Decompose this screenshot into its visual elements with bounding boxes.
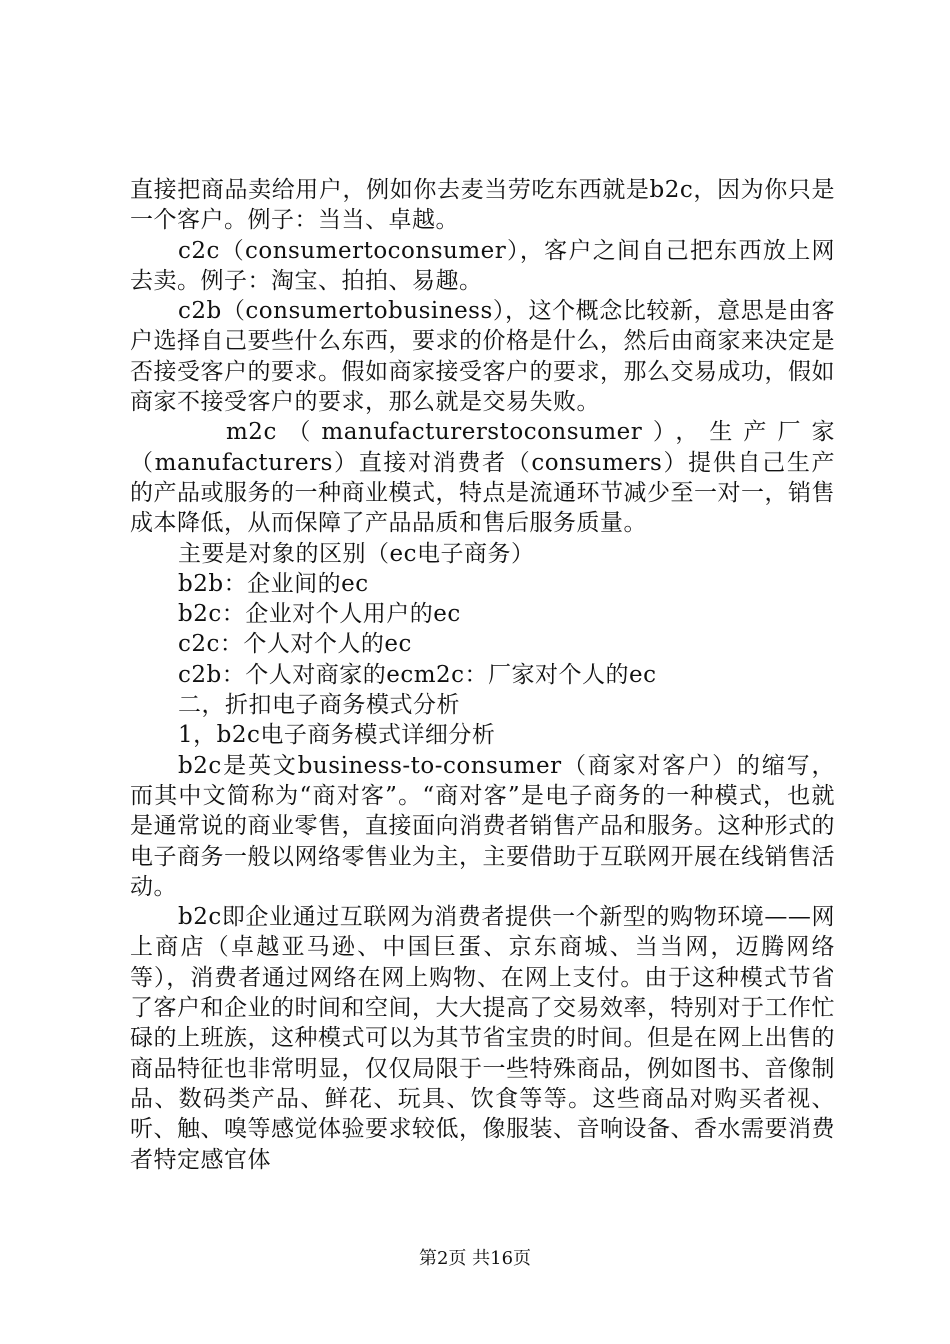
page-number-label: 第2页 共16页 bbox=[418, 1248, 532, 1269]
page-footer bbox=[0, 1244, 950, 1270]
subsection-heading-b2c-analysis: 1，b2c电子商务模式详细分析 bbox=[178, 722, 496, 749]
paragraph-c2c-definition: c2c（consumertoconsumer），客户之间自己把东西放上网去卖。例子：淘宝、拍拍、易趣。 bbox=[130, 237, 835, 294]
paragraph-b2c-intro-continued: 直接把商品卖给用户，例如你去麦当劳吃东西就是b2c，因为你只是一个客户。例子：当当、卓越。 bbox=[130, 177, 835, 234]
paragraph-c2b-m2c-summary: c2b：个人对商家的ecm2c：厂家对个人的ec bbox=[178, 661, 657, 688]
paragraph-b2c-online-store: b2c即企业通过互联网为消费者提供一个新型的购物环境——网上商店（卓越亚马逊、中国巨蛋、京东商城、当当网，迈腾网络等），消费者通过网络在网上购物、在网上支付。由于这种模式节省了客户和企业的时间和空间，大大提高了交易效率，特别对于工作忙碌的上班族，这种模式可以为其节省宝贵的时间。但是在网上出售的商品特征也非常明显，仅仅局限于一些特殊商品，例如图书、音像制品、数码类产品、鲜花、玩具、饮食等等。这些商品对购买者视、听、触、嗅等感觉体验要求较低，像服装、音响设备、香水需要消费者特定感官体 bbox=[130, 904, 835, 1173]
paragraph-object-difference: 主要是对象的区别（ec电子商务） bbox=[178, 540, 535, 567]
paragraph-b2c-explanation: b2c是英文business-to-consumer（商家对客户）的缩写，而其中文简称为“商对客”。“商对客”是电子商务的一种模式，也就是通常说的商业零售，直接面向消费者销售产品和服务。这种形式的电子商务一般以网络零售业为主，主要借助于互联网开展在线销售活动。 bbox=[130, 752, 835, 900]
paragraph-b2c-summary: b2c：企业对个人用户的ec bbox=[178, 601, 461, 628]
paragraph-b2b-summary: b2b：企业间的ec bbox=[178, 570, 369, 597]
paragraph-c2c-summary: c2c：个人对个人的ec bbox=[178, 631, 412, 658]
section-heading-discount-ecommerce: 二，折扣电子商务模式分析 bbox=[178, 692, 460, 719]
paragraph-c2b-definition: c2b（consumertobusiness），这个概念比较新，意思是由客户选择自己要些什么东西，要求的价格是什么，然后由商家来决定是否接受客户的要求。假如商家接受客户的要求，那么交易成功，假如商家不接受客户的要求，那么就是交易失败。 bbox=[130, 298, 835, 416]
document-body bbox=[130, 175, 835, 1175]
paragraph-m2c-definition: m2c（manufacturerstoconsumer），生产厂家（manufacturers）直接对消费者（consumers）提供自己生产的产品或服务的一种商业模式，特点是流通环节减少至一对一，销售成本降低，从而保障了产品品质和售后服务质量。 bbox=[130, 419, 835, 537]
